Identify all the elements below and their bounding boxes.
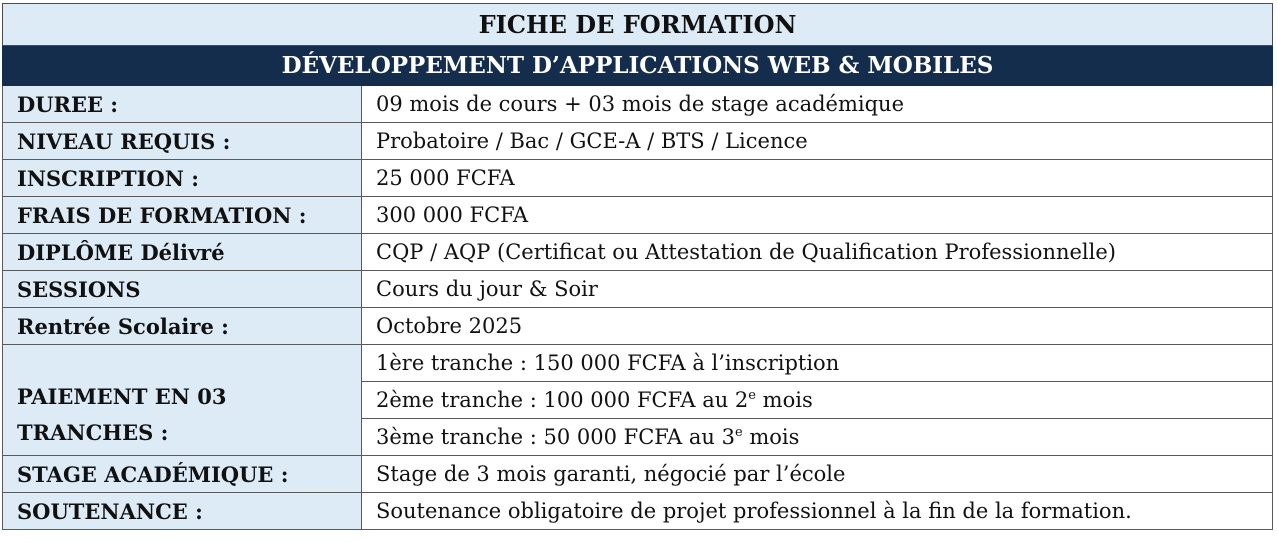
row-value: Probatoire / Bac / GCE-A / BTS / Licence — [362, 123, 1273, 160]
table-row — [3, 86, 1273, 123]
tranche-1 — [362, 345, 1273, 382]
payment-label-line1: PAIEMENT EN 03 — [17, 384, 227, 409]
row-value: 09 mois de cours + 03 mois de stage académique — [362, 86, 1273, 123]
row-value: Cours du jour & Soir — [362, 271, 1273, 308]
payment-label-line2: TRANCHES : — [17, 420, 169, 445]
table-row — [3, 160, 1273, 197]
row-label: FRAIS DE FORMATION : — [3, 197, 362, 234]
row-value: CQP / AQP (Certificat ou Attestation de Qualification Professionnelle) — [362, 234, 1273, 271]
table-row — [3, 493, 1273, 530]
row-label: NIVEAU REQUIS : — [3, 123, 362, 160]
row-value: Soutenance obligatoire de projet professionnel à la fin de la formation. — [362, 493, 1273, 530]
row-value: 300 000 FCFA — [362, 197, 1273, 234]
row-label: SESSIONS — [3, 271, 362, 308]
tranche-3-suffix: mois — [742, 425, 800, 449]
tranche-3-text: 3ème tranche : 50 000 FCFA au 3 — [376, 425, 735, 449]
tranche-2-sup: e — [748, 388, 756, 403]
title-row — [3, 4, 1273, 46]
row-label: DUREE : — [3, 86, 362, 123]
row-value: Octobre 2025 — [362, 308, 1273, 345]
table-row — [3, 308, 1273, 345]
table-row — [3, 234, 1273, 271]
table-row — [3, 123, 1273, 160]
payment-row — [3, 345, 1273, 382]
table-row — [3, 197, 1273, 234]
tranche-1-text: 1ère tranche : 150 000 FCFA à l’inscription — [376, 350, 840, 375]
tranche-3-sup: e — [734, 425, 743, 440]
row-label: Rentrée Scolaire : — [3, 308, 362, 345]
sheet-title: FICHE DE FORMATION — [3, 4, 1273, 46]
training-table — [2, 3, 1273, 530]
row-label: DIPLÔME Délivré — [3, 234, 362, 271]
row-label: INSCRIPTION : — [3, 160, 362, 197]
table-row — [3, 456, 1273, 493]
program-title: DÉVELOPPEMENT D’APPLICATIONS WEB & MOBILES — [3, 46, 1273, 86]
tranche-3 — [362, 419, 1273, 456]
tranche-2-suffix: mois — [756, 388, 813, 412]
subtitle-row — [3, 46, 1273, 86]
tranche-2 — [362, 382, 1273, 419]
table-row — [3, 271, 1273, 308]
row-value: 25 000 FCFA — [362, 160, 1273, 197]
row-label: STAGE ACADÉMIQUE : — [3, 456, 362, 493]
training-sheet — [2, 3, 1272, 530]
payment-label — [3, 345, 362, 456]
row-label: SOUTENANCE : — [3, 493, 362, 530]
tranche-2-text: 2ème tranche : 100 000 FCFA au 2 — [376, 388, 749, 412]
row-value: Stage de 3 mois garanti, négocié par l’école — [362, 456, 1273, 493]
